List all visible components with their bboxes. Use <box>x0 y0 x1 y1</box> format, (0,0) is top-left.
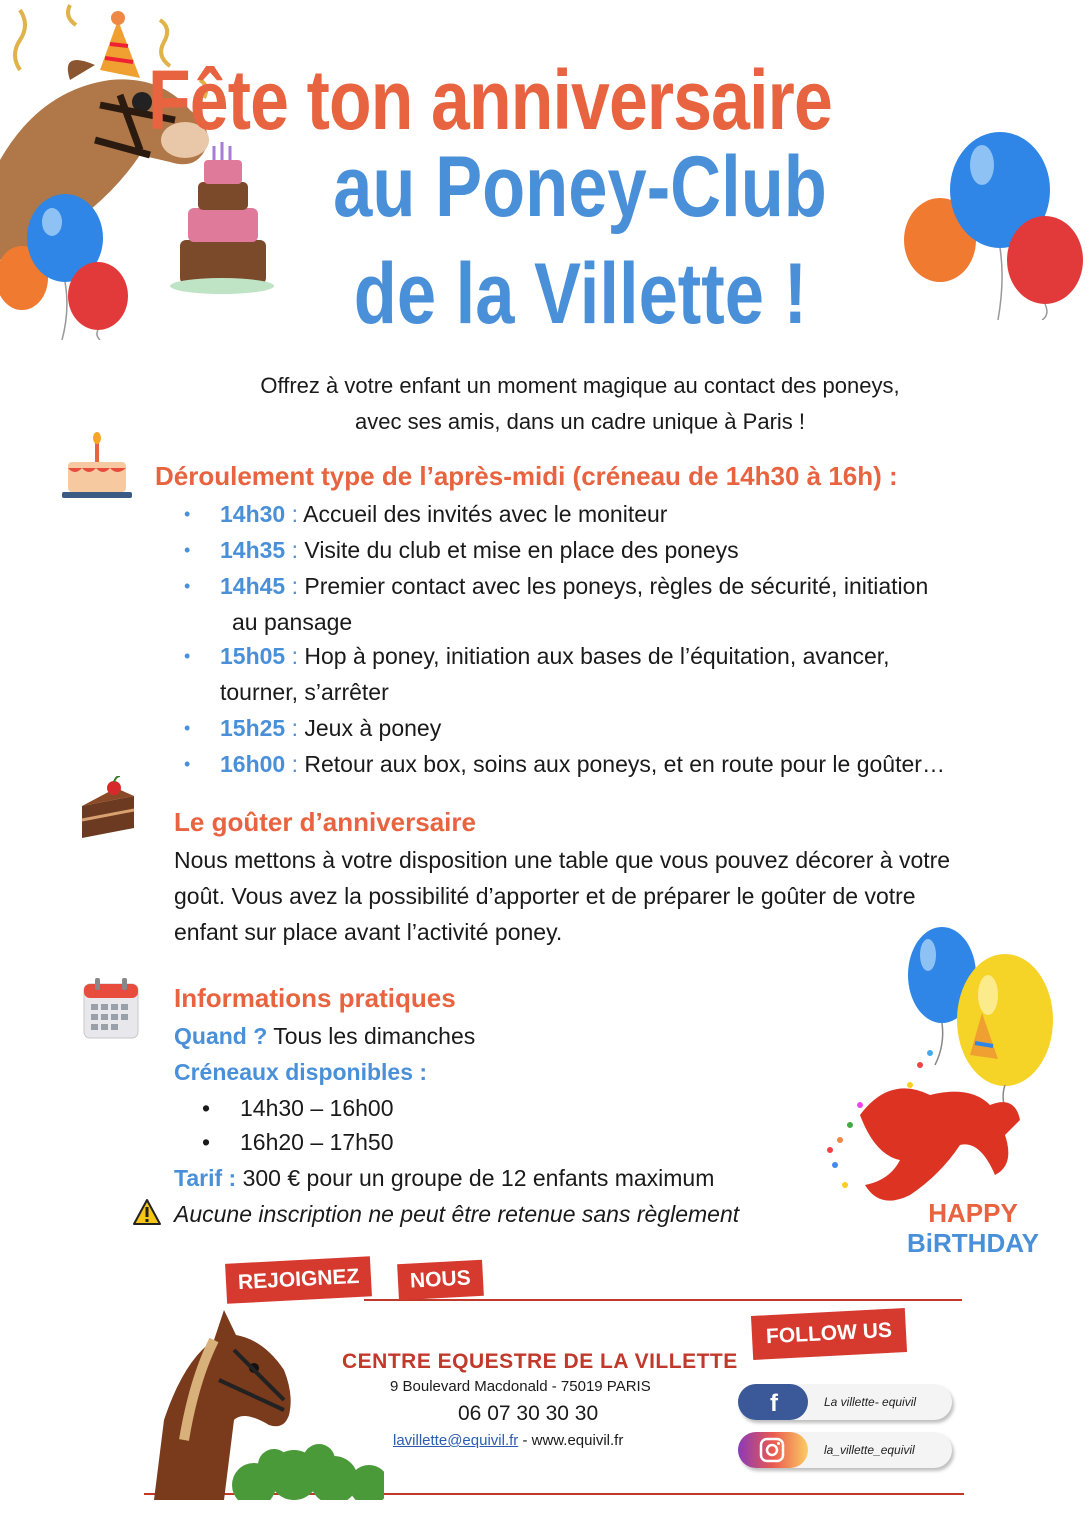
follow-us-label: FOLLOW US <box>751 1308 907 1360</box>
intro-line-2: avec ses amis, dans un cadre unique à Paris ! <box>354 409 806 434</box>
birthday-cake-icon <box>60 430 134 504</box>
horse-photo <box>144 1300 384 1500</box>
list-item-continuation: au pansage <box>232 609 353 635</box>
list-item: • 14h35 : Visite du club et mise en place des poneys <box>184 537 739 563</box>
facebook-icon <box>738 1384 808 1420</box>
infos-tarif: Tarif : 300 € pour un groupe de 12 enfants maximum <box>174 1165 715 1191</box>
title-line-3: de la Villette ! <box>353 246 807 342</box>
gouter-heading: Le goûter d’anniversaire <box>174 807 476 837</box>
warning-text: Aucune inscription ne peut être retenue sans règlement <box>174 1201 740 1227</box>
schedule-list <box>184 496 1060 782</box>
instagram-icon <box>738 1432 808 1468</box>
infos-quand: Quand ? Tous les dimanches <box>174 1023 476 1049</box>
center-address: 9 Boulevard Macdonald - 75019 PARIS <box>390 1378 651 1395</box>
list-item: • 15h25 : Jeux à poney <box>184 715 442 741</box>
calendar-icon <box>82 976 140 1040</box>
cake-slice-icon <box>76 776 140 844</box>
gouter-line-3: enfant sur place avant l’activité poney. <box>174 919 563 945</box>
gouter-line-1: Nous mettons à votre disposition une table que vous pouvez décorer à votre <box>174 847 951 873</box>
instagram-link[interactable]: la_villette_equivil <box>738 1432 952 1468</box>
warning-icon <box>132 1198 162 1226</box>
facebook-link[interactable]: f La villette- equivil <box>738 1384 952 1420</box>
join-us-label: REJOIGNEZ NOUS <box>226 1260 483 1300</box>
list-item: • 16h20 – 17h50 <box>202 1129 394 1155</box>
infos-creneaux-label: Créneaux disponibles : <box>174 1059 428 1085</box>
schedule-heading: Déroulement type de l’après-midi (créneau de 14h30 à 16h) : <box>155 461 898 491</box>
list-item: • 15h05 : Hop à poney, initiation aux bases de l’équitation, avancer, <box>184 643 890 669</box>
center-contact: lavillette@equivil.fr - www.equivil.fr <box>393 1432 624 1449</box>
infos-heading: Informations pratiques <box>174 983 456 1013</box>
happy-birthday-badge: HAPPY BiRTHDAY <box>907 1198 1039 1258</box>
gouter-line-2: goût. Vous avez la possibilité d’apporter et de préparer le goûter de votre <box>174 883 916 909</box>
website-link[interactable]: www.equivil.fr <box>531 1432 624 1449</box>
title-line-1: Fête ton anniversaire <box>148 53 832 147</box>
list-item: • 14h30 – 16h00 <box>202 1095 394 1121</box>
list-item: • 14h45 : Premier contact avec les poneys, règles de sécurité, initiation <box>184 573 929 599</box>
list-item: • 14h30 : Accueil des invités avec le moniteur <box>184 501 668 527</box>
center-phone: 06 07 30 30 30 <box>458 1402 599 1425</box>
svg-text:f: f <box>770 1390 778 1417</box>
slot-list <box>202 1090 394 1160</box>
center-name: CENTRE EQUESTRE DE LA VILLETTE <box>342 1350 738 1373</box>
list-item-continuation: tourner, s’arrêter <box>220 679 389 705</box>
intro-text <box>0 368 1092 440</box>
list-item: • 16h00 : Retour aux box, soins aux poneys, et en route pour le goûter… <box>184 751 945 777</box>
title-line-2: au Poney-Club <box>333 139 827 235</box>
intro-line-1: Offrez à votre enfant un moment magique au contact des poneys, <box>260 373 900 398</box>
email-link[interactable]: lavillette@equivil.fr <box>393 1432 519 1449</box>
